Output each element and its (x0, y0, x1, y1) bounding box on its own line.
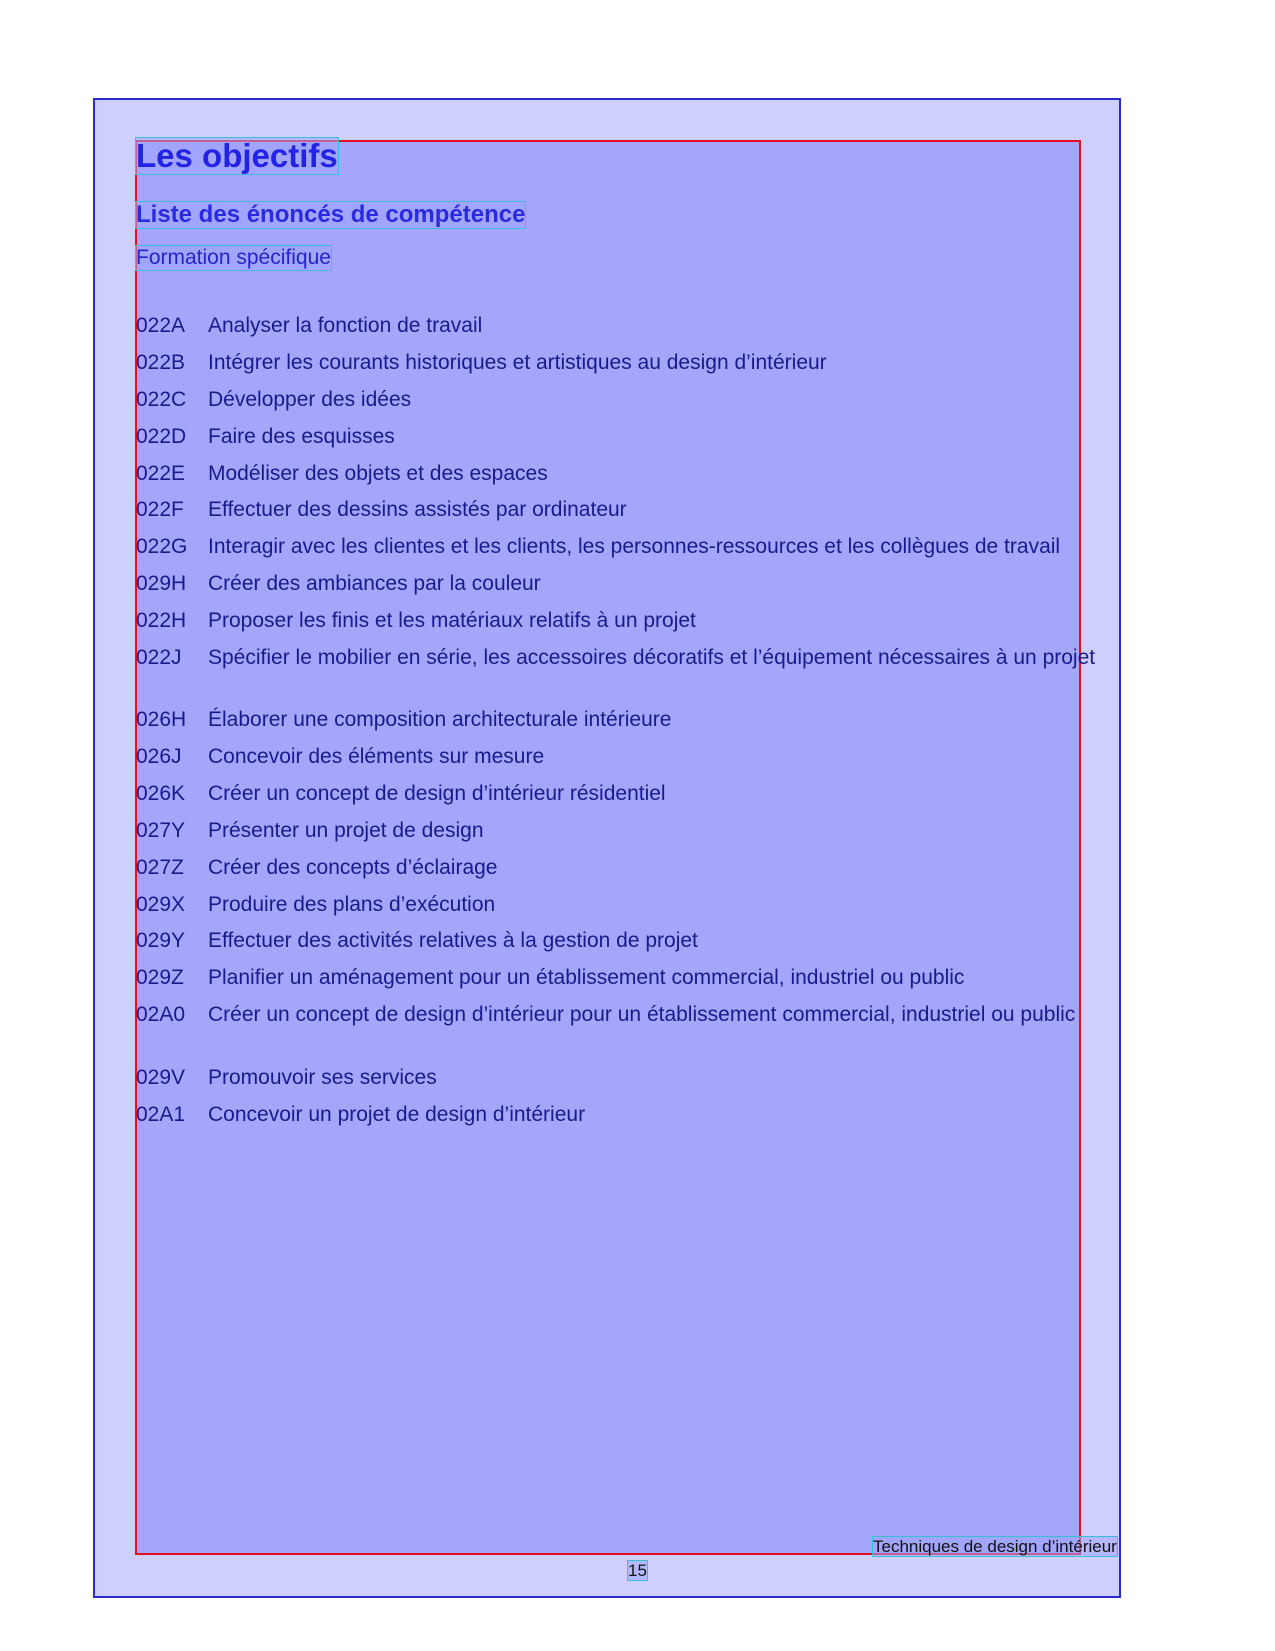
competency-item (136, 350, 1113, 376)
competency-code: 027Z (136, 856, 184, 879)
page-number: 15 (628, 1561, 647, 1580)
competency-text: Concevoir des éléments sur mesure (208, 745, 545, 768)
competency-code: 022H (136, 609, 187, 632)
competency-item (136, 928, 1113, 954)
competency-item (136, 645, 1113, 671)
competency-item (136, 313, 1113, 339)
competency-text: Effectuer des dessins assistés par ordinateur (208, 498, 627, 521)
competency-code: 029Z (136, 966, 184, 989)
competency-item (136, 571, 1113, 597)
competency-text: Créer un concept de design d’intérieur résidentiel (208, 782, 666, 805)
competency-code: 022J (136, 646, 182, 669)
competency-code: 022E (136, 462, 186, 485)
page-title: Les objectifs (136, 137, 338, 174)
competency-code: 029X (136, 893, 186, 916)
competency-text: Analyser la fonction de travail (208, 314, 483, 337)
competency-code: 026H (136, 708, 187, 731)
competency-code: 029H (136, 572, 187, 595)
competency-item (136, 855, 1113, 881)
competency-item (136, 744, 1113, 770)
competency-text: Présenter un projet de design (208, 819, 484, 842)
competency-text: Effectuer des activités relatives à la gestion de projet (208, 929, 698, 952)
competency-text: Produire des plans d’exécution (208, 893, 496, 916)
competency-text: Développer des idées (208, 388, 412, 411)
competency-item (136, 781, 1113, 807)
competency-text: Interagir avec les clientes et les clients, les personnes-ressources et les collègues de travail (208, 535, 1061, 558)
competency-text: Modéliser des objets et des espaces (208, 462, 548, 485)
competency-item (136, 534, 1113, 560)
competency-item (136, 461, 1113, 487)
competency-code: 026J (136, 745, 182, 768)
competency-code: 027Y (136, 819, 186, 842)
competency-item (136, 1002, 1113, 1028)
competency-item (136, 892, 1113, 918)
competency-code: 022C (136, 388, 187, 411)
competency-item (136, 497, 1113, 523)
competency-code: 022A (136, 314, 186, 337)
competency-item (136, 965, 1113, 991)
competency-text: Élaborer une composition architecturale intérieure (208, 708, 672, 731)
competency-text: Promouvoir ses services (208, 1066, 437, 1089)
competency-text: Créer un concept de design d’intérieur pour un établissement commercial, industriel ou public (208, 1003, 1076, 1026)
competency-item (136, 1065, 1113, 1091)
competency-text: Créer des ambiances par la couleur (208, 572, 541, 595)
competency-item (136, 818, 1113, 844)
competency-item (136, 608, 1113, 634)
competency-code: 022D (136, 425, 187, 448)
competency-code: 022F (136, 498, 184, 521)
competency-code: 022B (136, 351, 186, 374)
competency-text: Concevoir un projet de design d’intérieur (208, 1103, 586, 1126)
competency-text: Proposer les finis et les matériaux relatifs à un projet (208, 609, 696, 632)
competency-code: 029Y (136, 929, 186, 952)
competency-text: Planifier un aménagement pour un établissement commercial, industriel ou public (208, 966, 965, 989)
section-heading: Liste des énoncés de compétence (136, 201, 526, 228)
competency-item (136, 424, 1113, 450)
competency-code: 022G (136, 535, 188, 558)
competency-code: 02A1 (136, 1103, 186, 1126)
competency-text: Spécifier le mobilier en série, les accessoires décoratifs et l’équipement nécessaires à un projet (208, 646, 1096, 669)
competency-code: 02A0 (136, 1003, 186, 1026)
competency-text: Créer des concepts d’éclairage (208, 856, 498, 879)
competency-code: 026K (136, 782, 186, 805)
competency-code: 029V (136, 1066, 186, 1089)
competency-item (136, 1102, 1113, 1128)
subsection-heading: Formation spécifique (136, 246, 331, 269)
competency-item (136, 387, 1113, 413)
competency-text: Intégrer les courants historiques et artistiques au design d’intérieur (208, 351, 827, 374)
competency-text: Faire des esquisses (208, 425, 395, 448)
competency-item (136, 707, 1113, 733)
footer-title: Techniques de design d’intérieur (873, 1537, 1117, 1556)
